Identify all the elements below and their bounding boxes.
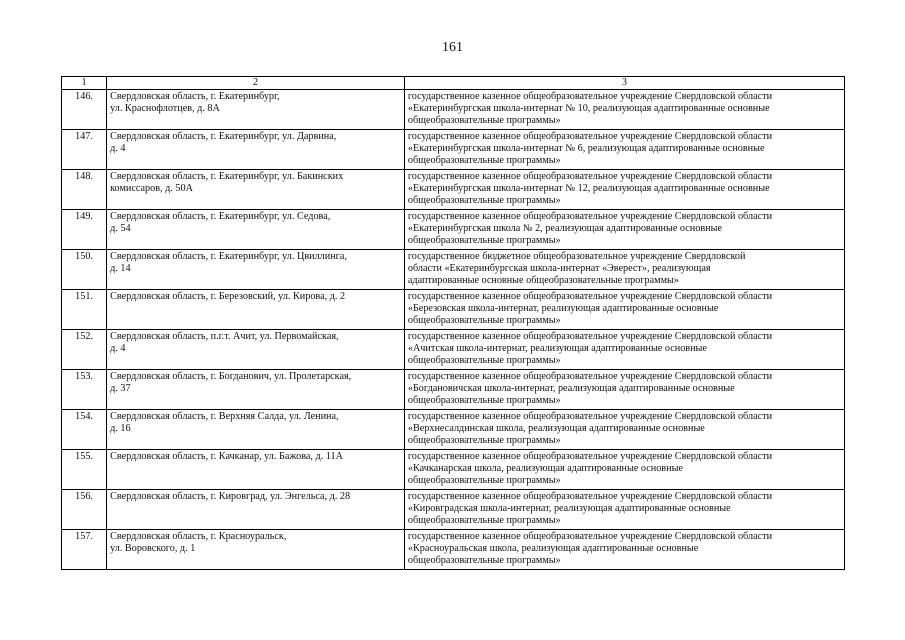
table-row: [62, 290, 845, 330]
address-line: Свердловская область, г. Екатеринбург, ул. Дарвина,: [110, 131, 337, 142]
institution-name-line: «Кировградская школа-интернат, реализующая адаптированные основные: [407, 503, 731, 515]
row-number: 154.: [62, 410, 107, 450]
institution-name-cell: [404, 410, 844, 450]
address-line: Свердловская область, п.г.т. Ачит, ул. Первомайская,: [110, 331, 339, 342]
institution-name-line: государственное казенное общеобразовательное учреждение Свердловской области: [407, 171, 773, 182]
institution-name-line: общеобразовательные программы»: [407, 235, 561, 247]
institution-name-line: государственное казенное общеобразовательное учреждение Свердловской области: [407, 291, 773, 302]
institution-name-cell: [404, 170, 844, 210]
header-col-1: 1: [62, 77, 107, 90]
address-cell: [107, 530, 405, 570]
address-line: Свердловская область, г. Качканар, ул. Бажова, д. 11А: [110, 451, 343, 462]
table-row: [62, 170, 845, 210]
institution-name-line: «Екатеринбургская школа № 2, реализующая адаптированные основные: [407, 223, 722, 235]
institution-name-line: адаптированные основные общеобразовательные программы»: [407, 275, 679, 287]
table-row: [62, 450, 845, 490]
institution-name-cell: [404, 250, 844, 290]
row-number: 150.: [62, 250, 107, 290]
institution-name-cell: [404, 330, 844, 370]
institutions-table: [61, 76, 845, 570]
address-cell: [107, 130, 405, 170]
institution-name-cell: [404, 210, 844, 250]
institution-name-line: общеобразовательные программы»: [407, 355, 561, 367]
address-cell: [107, 210, 405, 250]
institution-name-line: государственное казенное общеобразовательное учреждение Свердловской области: [407, 91, 773, 102]
row-number: 148.: [62, 170, 107, 210]
institution-name-line: государственное казенное общеобразовательное учреждение Свердловской области: [407, 451, 773, 462]
address-line: Свердловская область, г. Екатеринбург, ул. Бакинских: [110, 171, 344, 182]
institution-name-line: государственное бюджетное общеобразовательное учреждение Свердловской: [407, 251, 746, 262]
institution-name-cell: [404, 130, 844, 170]
table-row: [62, 130, 845, 170]
institution-name-cell: [404, 370, 844, 410]
row-number: 156.: [62, 490, 107, 530]
address-cell: [107, 490, 405, 530]
header-col-2: 2: [107, 77, 405, 90]
institution-name-line: «Березовская школа-интернат, реализующая адаптированные основные: [407, 303, 719, 315]
institution-name-line: «Ачитская школа-интернат, реализующая адаптированные основные: [407, 343, 707, 355]
address-line: д. 4: [110, 143, 126, 155]
institution-name-line: общеобразовательные программы»: [407, 475, 561, 487]
row-number: 151.: [62, 290, 107, 330]
address-line: ул. Краснофлотцев, д. 8А: [110, 103, 220, 115]
institution-name-cell: [404, 90, 844, 130]
address-cell: [107, 290, 405, 330]
address-cell: [107, 370, 405, 410]
institution-name-line: «Верхнесалдинская школа, реализующая адаптированные основные: [407, 423, 705, 435]
address-line: Свердловская область, г. Екатеринбург, ул. Цвиллинга,: [110, 251, 347, 262]
address-cell: [107, 330, 405, 370]
address-line: комиссаров, д. 50А: [110, 183, 193, 195]
row-number: 146.: [62, 90, 107, 130]
table-row: [62, 90, 845, 130]
address-line: Свердловская область, г. Екатеринбург,: [110, 91, 280, 102]
institution-name-cell: [404, 450, 844, 490]
table-row: [62, 490, 845, 530]
institution-name-line: государственное казенное общеобразовательное учреждение Свердловской области: [407, 411, 773, 422]
institution-name-line: общеобразовательные программы»: [407, 435, 561, 447]
table-row: [62, 410, 845, 450]
institution-name-line: государственное казенное общеобразовательное учреждение Свердловской области: [407, 211, 773, 222]
address-line: ул. Воровского, д. 1: [110, 543, 196, 555]
row-number: 157.: [62, 530, 107, 570]
table-row: [62, 250, 845, 290]
address-line: д. 54: [110, 223, 131, 235]
institution-name-line: государственное казенное общеобразовательное учреждение Свердловской области: [407, 491, 773, 502]
row-number: 152.: [62, 330, 107, 370]
address-line: Свердловская область, г. Березовский, ул. Кирова, д. 2: [110, 291, 346, 302]
institution-name-line: «Качканарская школа, реализующая адаптированные основные: [407, 463, 683, 475]
institution-name-line: «Екатеринбургская школа-интернат № 12, реализующая адаптированные основные: [407, 183, 770, 195]
address-line: Свердловская область, г. Богданович, ул. Пролетарская,: [110, 371, 352, 382]
institution-name-line: государственное казенное общеобразовательное учреждение Свердловской области: [407, 131, 773, 142]
institution-name-line: «Богдановичская школа-интернат, реализующая адаптированные основные: [407, 383, 735, 395]
institution-name-line: общеобразовательные программы»: [407, 155, 561, 167]
institution-name-cell: [404, 530, 844, 570]
table-header-row: [62, 77, 845, 90]
institution-name-line: государственное казенное общеобразовательное учреждение Свердловской области: [407, 331, 773, 342]
table-row: [62, 330, 845, 370]
institution-name-cell: [404, 490, 844, 530]
institution-name-line: общеобразовательные программы»: [407, 195, 561, 207]
header-col-3: 3: [404, 77, 844, 90]
institution-name-line: общеобразовательные программы»: [407, 395, 561, 407]
institution-name-line: государственное казенное общеобразовательное учреждение Свердловской области: [407, 371, 773, 382]
institution-name-line: общеобразовательные программы»: [407, 555, 561, 567]
address-line: д. 37: [110, 383, 131, 395]
institution-name-line: государственное казенное общеобразовательное учреждение Свердловской области: [407, 531, 773, 542]
institution-name-cell: [404, 290, 844, 330]
institution-name-line: «Екатеринбургская школа-интернат № 6, реализующая адаптированные основные: [407, 143, 765, 155]
address-line: д. 14: [110, 263, 131, 275]
institution-name-line: общеобразовательные программы»: [407, 115, 561, 127]
address-cell: [107, 250, 405, 290]
address-line: Свердловская область, г. Екатеринбург, ул. Седова,: [110, 211, 331, 222]
institution-name-line: «Екатеринбургская школа-интернат № 10, реализующая адаптированные основные: [407, 103, 770, 115]
row-number: 147.: [62, 130, 107, 170]
address-cell: [107, 450, 405, 490]
row-number: 155.: [62, 450, 107, 490]
institution-name-line: общеобразовательные программы»: [407, 515, 561, 527]
row-number: 149.: [62, 210, 107, 250]
row-number: 153.: [62, 370, 107, 410]
address-line: Свердловская область, г. Верхняя Салда, ул. Ленина,: [110, 411, 339, 422]
address-line: д. 16: [110, 423, 131, 435]
address-line: Свердловская область, г. Кировград, ул. Энгельса, д. 28: [110, 491, 351, 502]
page-number: 161: [442, 40, 463, 55]
address-cell: [107, 90, 405, 130]
table-row: [62, 370, 845, 410]
institution-name-line: общеобразовательные программы»: [407, 315, 561, 327]
institution-name-line: области «Екатеринбургская школа-интернат «Эверест», реализующая: [407, 263, 711, 275]
address-cell: [107, 410, 405, 450]
address-cell: [107, 170, 405, 210]
table-row: [62, 210, 845, 250]
table-row: [62, 530, 845, 570]
institution-name-line: «Красноуральская школа, реализующая адаптированные основные: [407, 543, 699, 555]
address-line: д. 4: [110, 343, 126, 355]
address-line: Свердловская область, г. Красноуральск,: [110, 531, 287, 542]
